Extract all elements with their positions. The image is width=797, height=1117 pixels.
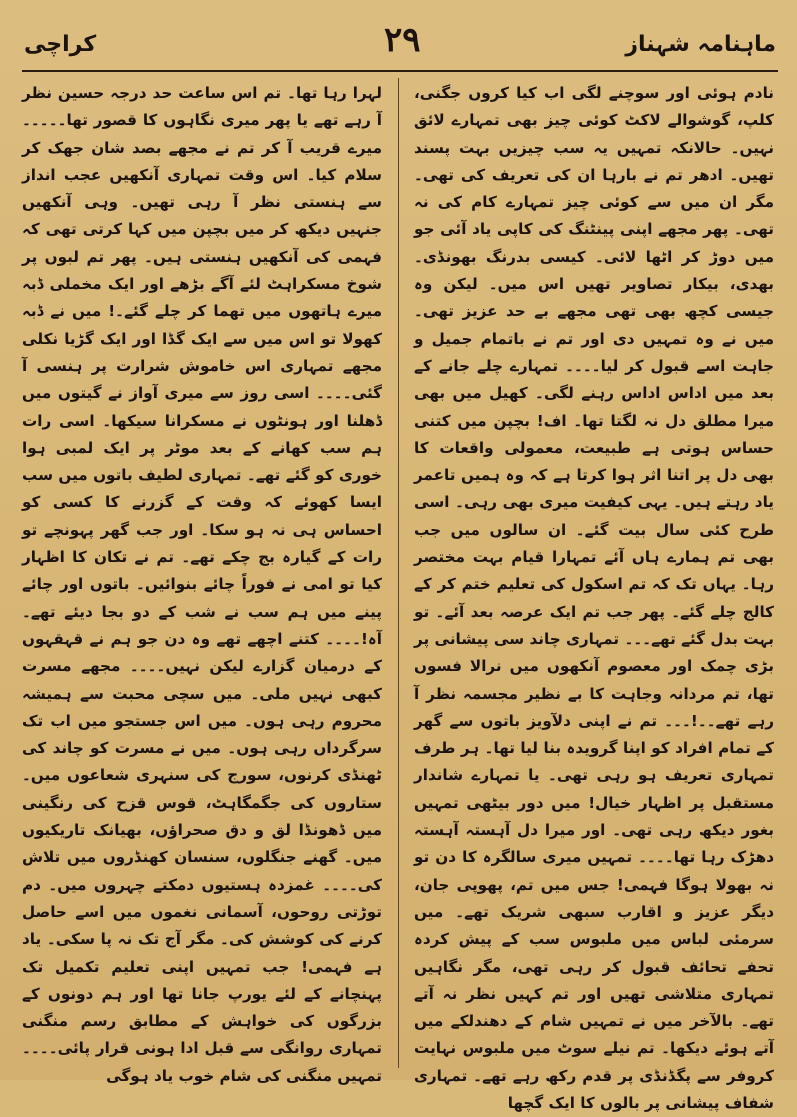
column-divider (398, 78, 399, 1068)
header-rule (22, 70, 778, 72)
header-city: کراچی (24, 31, 97, 57)
column-right-text: نادم ہوئی اور سوچنے لگی اب کیا کروں جگنی، کلپ، گوشوالے لاکٹ کوئی چیز بھی تمہارے لائق نہیں۔ حالانکہ تمہیں یہ سب چیزیں بہت پسند تھیں۔ ادھر تم نے بارہا ان کی تعریف کی تھی۔ مگر ان میں سے کوئی چیز تمہارے کام کی نہ تھی۔ پھر مجھے اپنی پینٹنگ کی کاپی یاد آئی جو میں دوڑ کر اٹھا لائی۔ کیسی بدرنگ بھونڈی۔ بھدی، بیکار تصاویر تھیں اس میں۔ لیکن وہ جیسی کچھ بھی تھی مجھے بے حد عزیز تھی۔ میں نے وہ تمہیں دی اور تم نے باتمام جمیل و جاہت اسے قبول کر لیا۔۔۔۔ تمہارے چلے جانے کے بعد میں اداس اداس رہنے لگی۔ کھیل میں بھی میرا مطلق دل نہ لگتا تھا۔ اف! بچپن میں کتنی حساس ہوتی ہے طبیعت، معمولی واقعات کا بھی دل پر اتنا اثر ہوا کرتا ہے کہ وہ ہمیں تاعمر یاد رہتے ہیں۔ یہی کیفیت میری بھی رہی۔ اسی طرح کئی سال بیت گئے۔ ان سالوں میں جب بھی تم ہمارے ہاں آئے تمہارا قیام بہت مختصر رہا۔ یہاں تک کہ تم اسکول کی تعلیم ختم کر کے کالج چلے گئے۔ پھر جب تم ایک عرصہ بعد آئے۔ تو بہت بدل گئے تھے۔۔۔ تمہاری چاند سی پیشانی پر بڑی چمک اور معصوم آنکھوں میں نرالا فسوں تھا، تم مردانہ وجاہت کا بے نظیر مجسمہ نظر آ رہے تھے۔۔!۔۔۔ تم نے اپنی دلآویز باتوں سے گھر کے تمام افراد کو اپنا گرویدہ بنا لیا تھا۔ ہر طرف تمہاری تعریف ہو رہی تھی۔ یا تمہارے شاندار مستقبل پر اظہار خیال! میں دور بیٹھی تمہیں بغور دیکھ رہی تھی۔ اور میرا دل آہستہ آہستہ دھڑک رہا تھا۔۔۔۔ تمہیں میری سالگرہ کا دن تو نہ بھولا ہوگا فہمی! جس میں تم، پھوپی جان، دیگر عزیز و اقارب سبھی شریک تھے۔ میں سرمئی لباس میں ملبوس سب کے پیش کردہ تحفے تحائف قبول کر رہی تھی، مگر نگاہیں تمہاری متلاشی تھیں اور تم کہیں نظر نہ آتے تھے۔ بالآخر میں نے تمہیں شام کے دھندلکے میں آتے ہوئے دیکھا۔ تم نیلے سوٹ میں ملبوس نہایت کروفر سے پگڈنڈی پر قدم رکھ رہے تھے۔ تمہاری شفاف پیشانی پر بالوں کا ایک گچھا (414, 84, 774, 1112)
column-left-text: لہرا رہا تھا۔ تم اس ساعت حد درجہ حسین نظر آ رہے تھے یا پھر میری نگاہوں کا قصور تھا۔۔۔۔۔ میرے قریب آ کر تم نے مجھے بصد شان جھک کر سلام کیا۔ اس وقت تمہاری آنکھیں عجب انداز سے ہنستی نظر آ رہی تھیں۔ وہی آنکھیں جنہیں دیکھ کر میں بچپن میں کہا کرتی تھی کہ فہمی کی آنکھیں ہنستی ہیں۔ پھر تم لبوں پر شوخ مسکراہٹ لئے آگے بڑھے اور ایک مخملی ڈبہ میرے ہاتھوں میں تھما کر چلے گئے۔! میں نے ڈبہ کھولا تو اس میں سے ایک گڈا اور ایک گڑیا نکلی مجھے تمہاری اس خاموش شرارت پر ہنسی آ گئی۔۔۔۔ اسی روز سے میری آواز نے گیتوں میں ڈھلنا اور ہونٹوں نے مسکرانا سیکھا۔ اسی رات ہم سب کھانے کے بعد موٹر پر ایک لمبی ہوا خوری کو گئے تھے۔ تمہاری لطیف باتوں میں سب ایسا کھوئے کہ وقت کے گزرنے کا کسی کو احساس ہی نہ ہو سکا۔ اور جب گھر پہونچے تو رات کے گیارہ بج چکے تھے۔ تم نے تکان کا اظہار کیا تو امی نے فوراً چائے بنوائیں۔ باتوں اور چائے پینے میں ہم سب نے شب کے دو بجا دیئے تھے۔ آہ!۔۔۔۔ کتنے اچھے تھے وہ دن جو ہم نے قہقہوں کے درمیان گزارے لیکن نہیں۔۔۔۔ مجھے مسرت کبھی نہیں ملی۔ میں سچی محبت سے ہمیشہ محروم رہی ہوں۔ میں اس جستجو میں اب تک سرگرداں رہی ہوں۔ میں نے مسرت کو چاند کی ٹھنڈی کرنوں، سورج کی سنہری شعاعوں میں۔ ستاروں کی جگمگاہٹ، قوس قزح کی رنگینی میں ڈھونڈا لق و دق صحراؤں، بھیانک تاریکیوں میں۔ گھنے جنگلوں، سنسان کھنڈروں میں تلاش کی۔۔۔۔ غمزدہ ہستیوں دمکتے چہروں میں۔ دم توڑتی روحوں، آسمانی نغموں میں اسے حاصل کرنے کی کوشش کی۔ مگر آج تک نہ پا سکی۔ یاد ہے فہمی! جب تمہیں اپنی تعلیم تکمیل تک پہنچانے کے لئے یورپ جانا تھا اور ہم دونوں کے بزرگوں کی خواہش کے مطابق رسم منگنی تمہاری روانگی سے قبل ادا ہونی قرار پائی۔۔۔۔ تمہیں منگنی کی شام خوب یاد ہوگی (22, 84, 382, 1085)
page-header (24, 20, 776, 68)
header-magazine-title: ماہنامہ شہناز (625, 31, 776, 57)
text-column-left (22, 80, 382, 1085)
header-page-number: ۲۹ (384, 20, 421, 60)
text-column-right (414, 80, 774, 1112)
